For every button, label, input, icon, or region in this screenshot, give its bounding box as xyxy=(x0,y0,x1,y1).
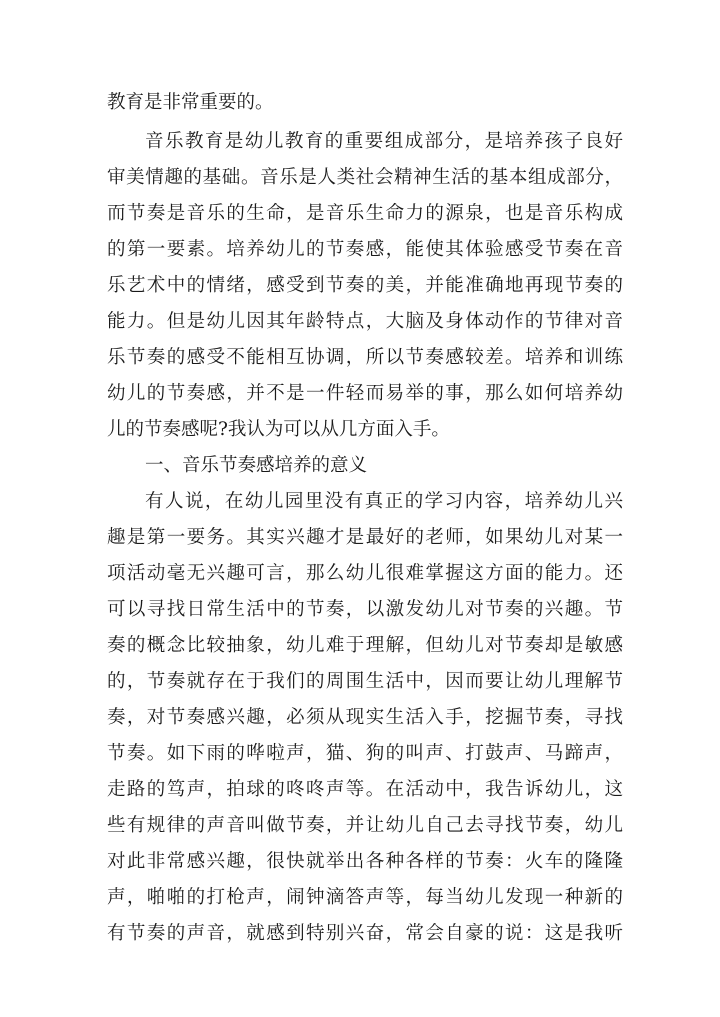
text-line-17: 的，节奏就存在于我们的周围生活中，因而要让幼儿理解节 xyxy=(107,671,623,692)
text-line-21: 些有规律的声音叫做节奏，并让幼儿自己去寻找节奏，幼儿 xyxy=(107,815,623,836)
text-line-20: 走路的笃声，拍球的咚咚声等。在活动中，我告诉幼儿，这 xyxy=(107,779,623,800)
text-line-19: 节奏。如下雨的哗啦声，猫、狗的叫声、打鼓声、马蹄声， xyxy=(107,743,623,764)
text-line-3: 审美情趣的基础。音乐是人类社会精神生活的基本组成部分， xyxy=(107,167,623,188)
section-heading: 一、音乐节奏感培养的意义 xyxy=(145,455,368,476)
text-line-18: 奏，对节奏感兴趣，必须从现实生活入手，挖掘节奏，寻找 xyxy=(107,707,623,728)
text-line-2: 音乐教育是幼儿教育的重要组成部分，是培养孩子良好 xyxy=(145,131,623,152)
text-line-4: 而节奏是音乐的生命，是音乐生命力的源泉，也是音乐构成 xyxy=(107,203,623,224)
text-line-5: 的第一要素。培养幼儿的节奏感，能使其体验感受节奏在音 xyxy=(107,239,623,260)
text-line-12: 有人说，在幼儿园里没有真正的学习内容，培养幼儿兴 xyxy=(145,491,623,512)
text-line-22: 对此非常感兴趣，很快就举出各种各样的节奏：火车的隆隆 xyxy=(107,851,623,872)
text-line-15: 可以寻找日常生活中的节奏，以激发幼儿对节奏的兴趣。节 xyxy=(107,599,623,620)
text-line-13: 趣是第一要务。其实兴趣才是最好的老师，如果幼儿对某一 xyxy=(107,527,623,548)
text-line-6: 乐艺术中的情绪，感受到节奏的美，并能准确地再现节奏的 xyxy=(107,275,623,296)
text-line-9: 幼儿的节奏感，并不是一件轻而易举的事，那么如何培养幼 xyxy=(107,383,623,404)
text-line-1: 教育是非常重要的。 xyxy=(107,92,274,113)
text-line-23: 声，啪啪的打枪声，闹钟滴答声等，每当幼儿发现一种新的 xyxy=(107,887,623,908)
text-line-10: 儿的节奏感呢?我认为可以从几方面入手。 xyxy=(107,419,450,440)
text-line-24: 有节奏的声音，就感到特别兴奋，常会自豪的说：这是我听 xyxy=(107,923,623,944)
text-line-16: 奏的概念比较抽象，幼儿难于理解，但幼儿对节奏却是敏感 xyxy=(107,635,623,656)
text-line-14: 项活动毫无兴趣可言，那么幼儿很难掌握这方面的能力。还 xyxy=(107,563,623,584)
text-line-8: 乐节奏的感受不能相互协调，所以节奏感较差。培养和训练 xyxy=(107,347,623,368)
text-line-7: 能力。但是幼儿因其年龄特点，大脑及身体动作的节律对音 xyxy=(107,311,623,332)
